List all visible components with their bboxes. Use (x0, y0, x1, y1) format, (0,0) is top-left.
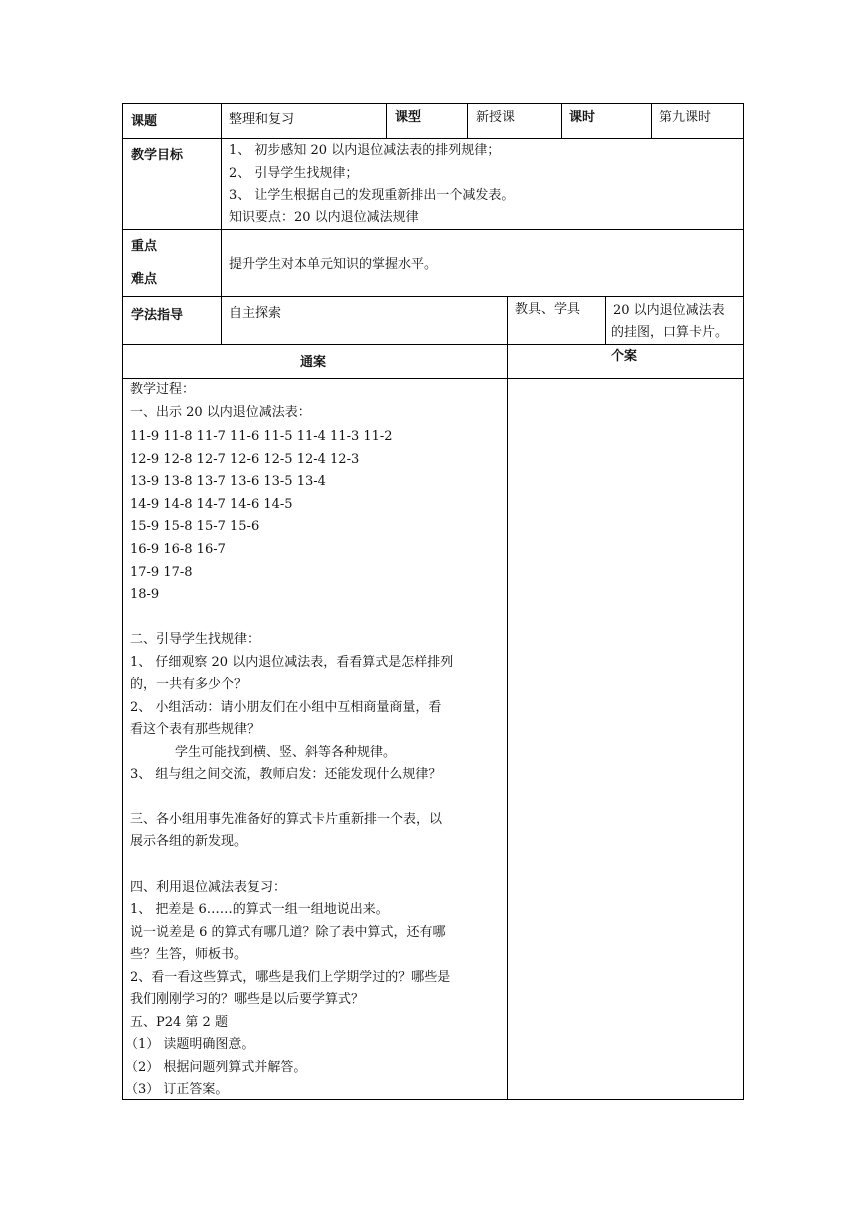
process-line: 13-9 13-8 13-7 13-6 13-5 13-4 (130, 474, 326, 489)
objective-line: 1、 初步感知 20 以内退位减法表的排列规律； (229, 143, 501, 158)
process-line: 11-9 11-8 11-7 11-6 11-5 11-4 11-3 11-2 (130, 429, 393, 444)
process-line: 17-9 17-8 (130, 565, 193, 580)
process-line: 1、 把差是 6……的算式一组一组地说出来。 (130, 902, 389, 917)
difficult-point-label: 难点 (131, 272, 158, 287)
key-point-label: 重点 (131, 239, 158, 254)
process-line: 一、出示 20 以内退位减法表： (130, 405, 311, 420)
process-line: 学生可能找到横、竖、斜等各种规律。 (175, 745, 397, 760)
objective-line: 2、 引导学生找规律； (229, 166, 359, 181)
key-point-text: 提升学生对本单元知识的掌握水平。 (229, 257, 438, 272)
topic-label: 课题 (131, 114, 158, 129)
lesson-type-value: 新授课 (476, 110, 516, 125)
process-line: 四、利用退位减法表复习： (130, 880, 287, 895)
tools-label: 教具、学具 (515, 302, 581, 317)
process-line: 看这个表有那些规律？ (130, 722, 261, 737)
process-line: 15-9 15-8 15-7 15-6 (130, 519, 260, 534)
process-line: 2、看一看这些算式，哪些是我们上学期学过的？哪些是 (130, 970, 451, 985)
process-line: 3、 组与组之间交流，教师启发：还能发现什么规律？ (130, 767, 442, 782)
process-line: 五、P24 第 2 题 (130, 1015, 228, 1030)
process-line: 二、引导学生找规律： (130, 632, 261, 647)
common-plan-header: 通案 (300, 355, 327, 370)
process-line: 说一说差是 6 的算式有哪几道？除了表中算式，还有哪 (130, 925, 446, 940)
process-line: （3） 订正答案。 (125, 1082, 229, 1097)
process-line: （2） 根据问题列算式并解答。 (125, 1060, 307, 1075)
process-line: 三、各小组用事先准备好的算式卡片重新排一个表，以 (130, 812, 443, 827)
period-label: 课时 (569, 110, 596, 125)
process-line: 18-9 (130, 587, 160, 602)
process-line: （1） 读题明确图意。 (125, 1037, 255, 1052)
process-line: 的，一共有多少个？ (130, 677, 248, 692)
process-line: 我们刚刚学习的？哪些是以后要学算式？ (130, 992, 365, 1007)
process-line: 16-9 16-8 16-7 (130, 542, 226, 557)
method-value: 自主探索 (229, 306, 282, 321)
process-line: 1、 仔细观察 20 以内退位减法表，看看算式是怎样排列 (130, 655, 454, 670)
process-line: 些？生答，师板书。 (130, 947, 248, 962)
topic-value: 整理和复习 (229, 112, 295, 127)
tools-value: 的挂图，口算卡片。 (611, 325, 729, 340)
period-value: 第九课时 (659, 110, 712, 125)
process-line: 教学过程： (130, 382, 196, 397)
objective-line: 知识要点：20 以内退位减法规律 (229, 210, 419, 225)
individual-plan-header: 个案 (611, 349, 638, 364)
process-line: 14-9 14-8 14-7 14-6 14-5 (130, 497, 293, 512)
tools-value: 20 以内退位减法表 (613, 303, 725, 318)
process-line: 12-9 12-8 12-7 12-6 12-5 12-4 12-3 (130, 452, 360, 467)
objective-line: 3、 让学生根据自己的发现重新排出一个减发表。 (229, 188, 515, 203)
objectives-label: 教学目标 (131, 148, 184, 163)
method-label: 学法指导 (131, 308, 184, 323)
process-line: 2、 小组活动：请小朋友们在小组中互相商量商量，看 (130, 700, 442, 715)
process-line: 展示各组的新发现。 (130, 834, 248, 849)
lesson-type-label: 课型 (395, 110, 422, 125)
